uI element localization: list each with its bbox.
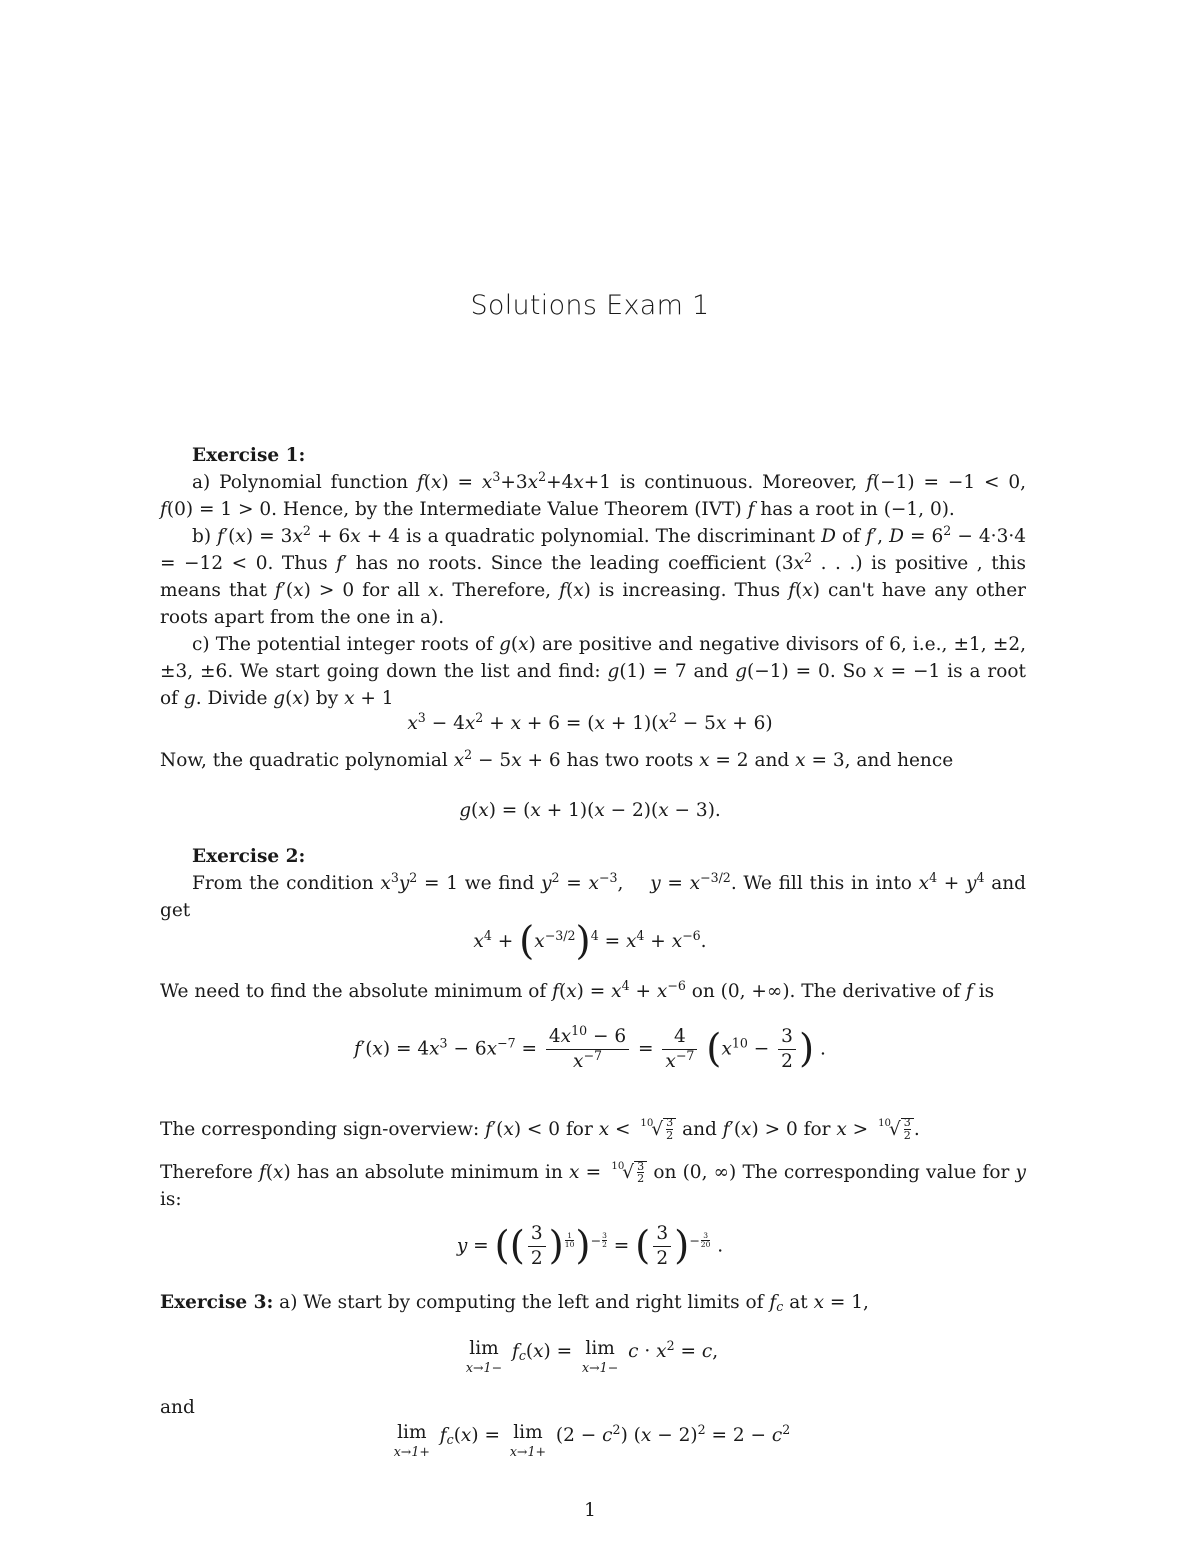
exercise-2-p1: From the condition $x^3y^2 = 1$ we find $y^2 = x^{-3}$, $y = x^{-3/2}$. We fill this in into $x^4 + y^4$ and get <box>160 870 1026 921</box>
equation-left-limit: lim x→1− $f_c(x)$ = lim x→1− $c \cdot x^2 = c$, <box>465 1338 719 1376</box>
exercise-2-p2: We need to find the absolute minimum of $f(x) = x^4 + x^{-6}$ on (0, +∞). The derivative of f is <box>160 978 995 1002</box>
exercise-2-p3: The corresponding sign-overview: f′(x) < 0 for x < $^{10}$√ $\frac{3}{2}$ and f′(x) > 0 for x > $^{10}$√ $\frac{3}{2}$ . Therefore f(x) has an absolute minimum in x = $^{10}$√ $\frac{3}{2}$ on (0, ∞) The corresponding value for y is: <box>160 1116 1026 1211</box>
exercise-1-part-b: b) $f'(x) = 3x^2 + 6x + 4$ is a quadratic polynomial. The discriminant D of f′, $D = 6^2 - 4\cdot 3\cdot 4 = -12 < 0$. Thus f′ has no roots. Since the leading coefficient ($3x^2$ . . .) is positive , this means that f′(x) > 0 for all x. Therefore, f(x) is increasing. Thus f(x) can't have any other roots apart from the one in a). <box>160 523 1027 628</box>
page-number: 1 <box>584 1500 596 1521</box>
equation-y-value: y = (( $\frac{3}{2}$ ) $^{\frac{1}{10}}$ )$^{- \frac{3}{2}}$ = ( $\frac{3}{2}$ )$^{- \frac{3}{20}}$ . <box>456 1223 724 1270</box>
exercise-3-block: Exercise 3: a) We start by computing the left and right limits of $f_c$ at x = 1, <box>160 1292 869 1315</box>
equation-substitution: $x^4 + (x^{-3/2})^4 = x^4 + x^{-6}$. <box>473 919 707 964</box>
equation-right-limit: lim x→1+ $f_c(x)$ = lim x→1+ $(2 - c^2)$ $(x - 2)^2 = 2 - c^2$ <box>393 1422 791 1460</box>
page-title: Solutions Exam 1 <box>470 290 710 321</box>
exercise-1-part-c: c) The potential integer roots of g(x) are positive and negative divisors of 6, i.e., ±1, ±2, ±3, ±6. We start going down the list and find: g(1) = 7 and g(−1) = 0. So x = −1 is a root of g. Divide g(x) by x + 1 <box>160 634 1026 709</box>
equation-derivative: $f'(x) = 4x^3 - 6x^{-7}$ = $\frac{4x^{10} - 6}{x^{-7}}$ = $\frac{4}{x^{-7}}$ ($x^{10}$ − $\frac{3}{2}$ ) . <box>354 1023 826 1073</box>
exercise-1-part-a: a) Polynomial function $f(x) = x^3+3x^2+4x+1$ is continuous. Moreover, f(−1) = −1 < 0, f(0) = 1 > 0. Hence, by the Intermediate Value Theorem (IVT) f has a root in (−1, 0). <box>160 469 1026 520</box>
exercise-1-now: Now, the quadratic polynomial $x^2 - 5x + 6$ has two roots x = 2 and x = 3, and hence <box>160 747 954 771</box>
exercise-3-and: and <box>160 1397 195 1418</box>
exercise-1-heading: Exercise 1: <box>192 445 306 466</box>
equation-factorization: $x^3 - 4x^2 + x + 6 = (x + 1)(x^2 - 5x + 6)$ <box>407 710 773 734</box>
exercise-2-block <box>160 843 1026 924</box>
exercise-1-block <box>160 442 1026 712</box>
equation-g-factored: g(x) = (x + 1)(x − 2)(x − 3). <box>459 800 721 821</box>
exercise-3-heading: Exercise 3: <box>160 1292 274 1313</box>
exercise-2-heading: Exercise 2: <box>192 846 306 867</box>
